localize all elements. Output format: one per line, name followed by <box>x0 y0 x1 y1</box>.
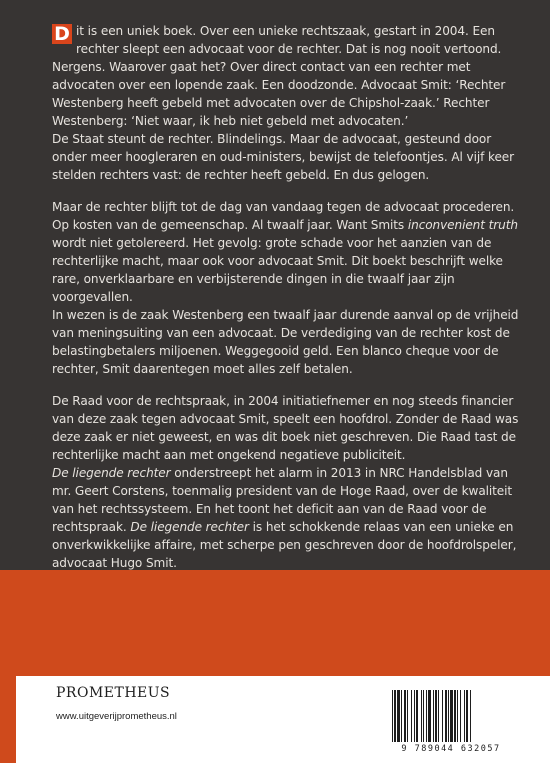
book-title-italic-1: De liegende rechter <box>52 466 171 480</box>
book-title-italic-2: De liegende rechter <box>130 520 249 534</box>
paragraph-1-line-2: De Staat steunt de rechter. Blindelings. Maar de advocaat, gesteund door onder meer hoogleraren en oud-ministers, bewijst de telefoontjes. Al vijf keer stelden rechters vast: de rechter heeft gebeld. En dus gelogen. <box>52 132 515 182</box>
barcode <box>390 690 512 742</box>
paragraph-2-part-1: Maar de rechter blijft tot de dag van vandaag tegen de advocaat procederen. Op kosten van de gemeenschap. Al twaalf jaar. Want Smits <box>52 200 515 232</box>
paragraph-2-italic: inconvenient truth <box>407 218 518 232</box>
isbn-number: 9 789044 632057 <box>401 744 501 754</box>
paragraph-gap <box>52 378 522 392</box>
publisher-logo: PROMETHEUS <box>56 685 171 701</box>
paragraph-3-part-2: is het schokkende relaas van een unieke en onverkwikkelijke affaire, met scherpe pen geschreven door de hoofdrolspeler, advocaat Hugo Smit. <box>52 520 517 570</box>
publisher-website: www.uitgeverijprometheus.nl <box>56 711 177 722</box>
paragraph-2 <box>52 198 522 306</box>
paragraph-1-text: it is een uniek boek. Over een unieke rechtszaak, gestart in 2004. Een rechter sleept een advocaat voor de rechter. Dat is nog nooit vertoond. Nergens. Waarover gaat het? Over direct contact van een rechter met advocaten over een lopende zaak. Een doodzonde. Advocaat Smit: ‘Rechter Westenberg heeft gebeld met advocaten over de Chipshol-zaak.’ Rechter Westenberg: ‘Niet waar, ik heb niet gebeld met advocaten.’ <box>52 24 506 128</box>
paragraph-2-line-2: In wezen is de zaak Westenberg een twaalf jaar durende aanval op de vrijheid van meningsuiting van een advocaat. De verdediging van de rechter kost de belastingbetalers miljoenen. Weggegooid geld. Een blanco cheque voor de rechter, Smit daarentegen moet alles zelf betalen. <box>52 308 519 376</box>
paragraph-3-line-1: De Raad voor de rechtspraak, in 2004 initiatiefnemer en nog steeds financier van deze zaak tegen advocaat Smit, speelt een hoofdrol. Zonder de Raad was deze zaak er niet geweest, en was dit boek niet geschreven. Die Raad tast de rechterlijke macht aan met ongekend negatieve publiciteit. <box>52 394 519 462</box>
blurb-text <box>52 22 522 572</box>
paragraph-3-part-1: onderstreept het alarm in 2013 in NRC Handelsblad van mr. Geert Corstens, toenmalig president van de Hoge Raad, over de kwaliteit van het rechtssysteem. En het toont het deficit aan van de Raad voor de rechtspraak. <box>52 466 513 534</box>
paragraph-gap <box>52 184 522 198</box>
paragraph-3-line-2 <box>52 464 522 572</box>
paragraph-1 <box>52 22 522 130</box>
dropcap: D <box>52 24 72 44</box>
paragraph-2-part-2: wordt niet getolereerd. Het gevolg: grote schade voor het aanzien van de rechterlijke macht, maar ook voor advocaat Smit. Dit boekt beschrijft welke rare, onverklaarbare en verbijsterende dingen in die twaalf jaar zijn voorgevallen. <box>52 236 503 304</box>
